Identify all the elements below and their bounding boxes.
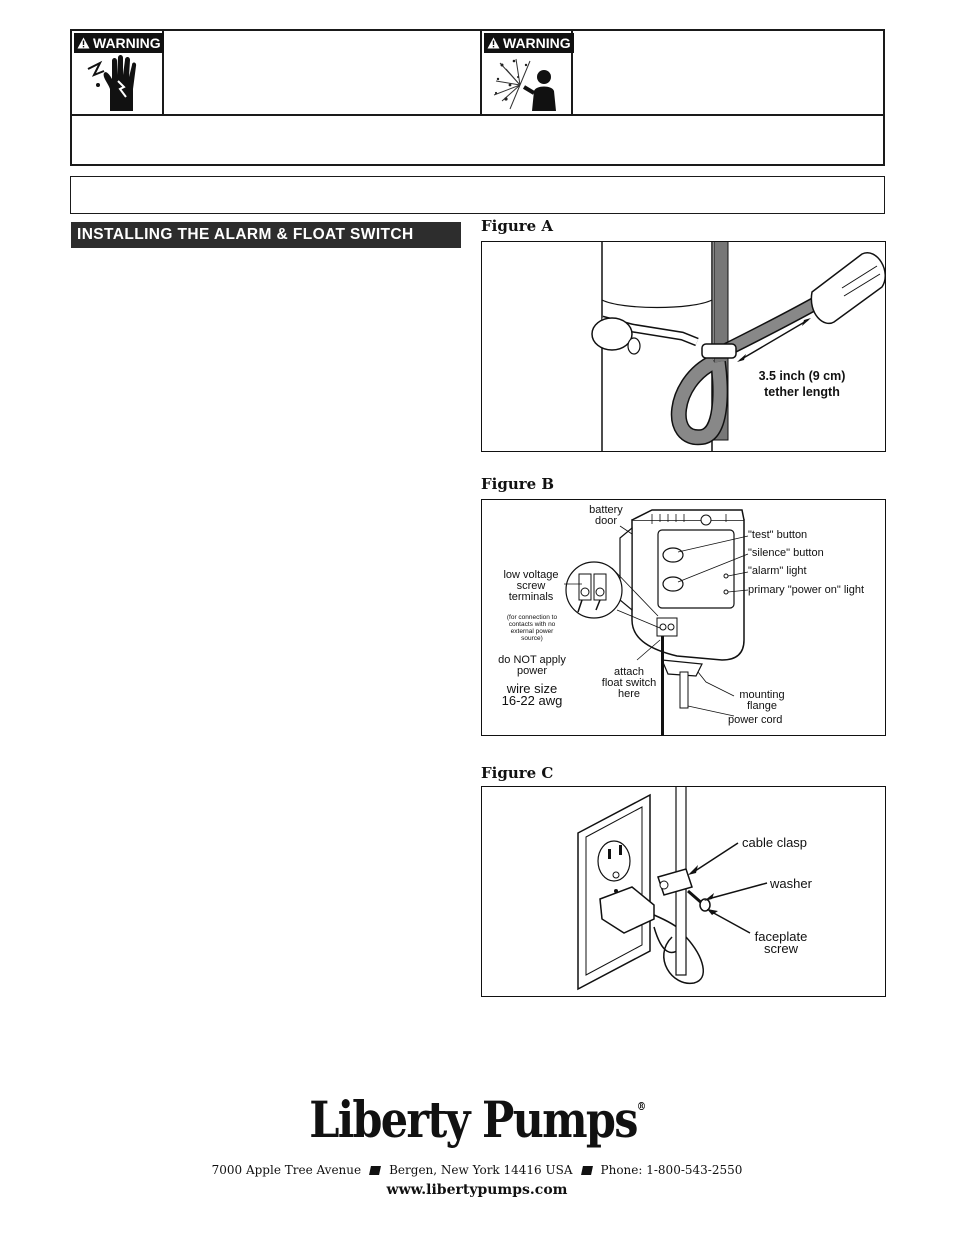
warning-icon-cell-explosion bbox=[482, 31, 573, 114]
figure-a-title: Figure A bbox=[481, 217, 554, 235]
warning-text-cell-electrical bbox=[164, 31, 482, 114]
warning-divider bbox=[72, 114, 883, 116]
figure-b-title: Figure B bbox=[481, 475, 555, 493]
contacts-note: (for connection to contacts with no external power source) bbox=[506, 614, 558, 642]
test-button-label: "test" button bbox=[748, 529, 808, 541]
figure-c-title: Figure C bbox=[481, 764, 554, 782]
liberty-pumps-logo bbox=[0, 1090, 954, 1149]
figure-a bbox=[481, 241, 886, 452]
figure-c bbox=[481, 786, 886, 997]
explosion-hazard-icon bbox=[490, 55, 566, 111]
logo-text: Liberty Pumps® bbox=[309, 1090, 645, 1149]
warning-box bbox=[70, 29, 885, 166]
cable-clasp-label: cable clasp bbox=[742, 835, 808, 850]
tether-length-label: 3.5 inch (9 cm) tether length bbox=[758, 369, 846, 399]
registered-mark: ® bbox=[636, 1100, 645, 1113]
alert-triangle-icon bbox=[487, 37, 500, 49]
website-link[interactable]: www.libertypumps.com bbox=[386, 1182, 568, 1198]
power-on-light-label: primary "power on" light bbox=[748, 584, 865, 596]
pump-tether-illustration bbox=[482, 242, 886, 452]
wire-size-label: wire size 16-22 awg bbox=[501, 681, 563, 708]
section-heading: INSTALLING THE ALARM & FLOAT SWITCH bbox=[71, 222, 461, 248]
electrical-shock-icon bbox=[80, 55, 156, 111]
alert-triangle-icon bbox=[77, 37, 90, 49]
no-power-warning-label: do NOT apply power bbox=[498, 654, 566, 677]
warning-icon-cell-electrical bbox=[72, 31, 164, 114]
mounting-flange-label: mounting flange bbox=[739, 689, 785, 712]
company-address bbox=[0, 1163, 954, 1177]
separator-square-icon bbox=[369, 1166, 381, 1175]
address-city: Bergen, New York 14416 USA bbox=[389, 1163, 573, 1177]
washer-label: washer bbox=[770, 876, 812, 891]
outlet-cable-clasp-illustration bbox=[482, 787, 886, 997]
faceplate-screw-label: faceplate screw bbox=[754, 929, 808, 956]
attach-float-switch-label: attach float switch here bbox=[601, 666, 657, 700]
warning-label: WARNING bbox=[74, 33, 164, 53]
warning-label: WARNING bbox=[484, 33, 574, 53]
warning-text-cell-explosion bbox=[573, 31, 883, 114]
address-phone: Phone: 1-800-543-2550 bbox=[600, 1163, 743, 1177]
figure-b bbox=[481, 499, 886, 736]
battery-door-label: battery door bbox=[589, 504, 623, 527]
power-cord-label: power cord bbox=[728, 714, 783, 726]
notice-box bbox=[70, 176, 885, 214]
alarm-light-label: "alarm" light bbox=[748, 565, 807, 577]
silence-button-label: "silence" button bbox=[748, 547, 824, 559]
separator-square-icon bbox=[581, 1166, 593, 1175]
address-street: 7000 Apple Tree Avenue bbox=[211, 1163, 362, 1177]
low-voltage-terminals-label: low voltage screw terminals bbox=[503, 569, 559, 603]
